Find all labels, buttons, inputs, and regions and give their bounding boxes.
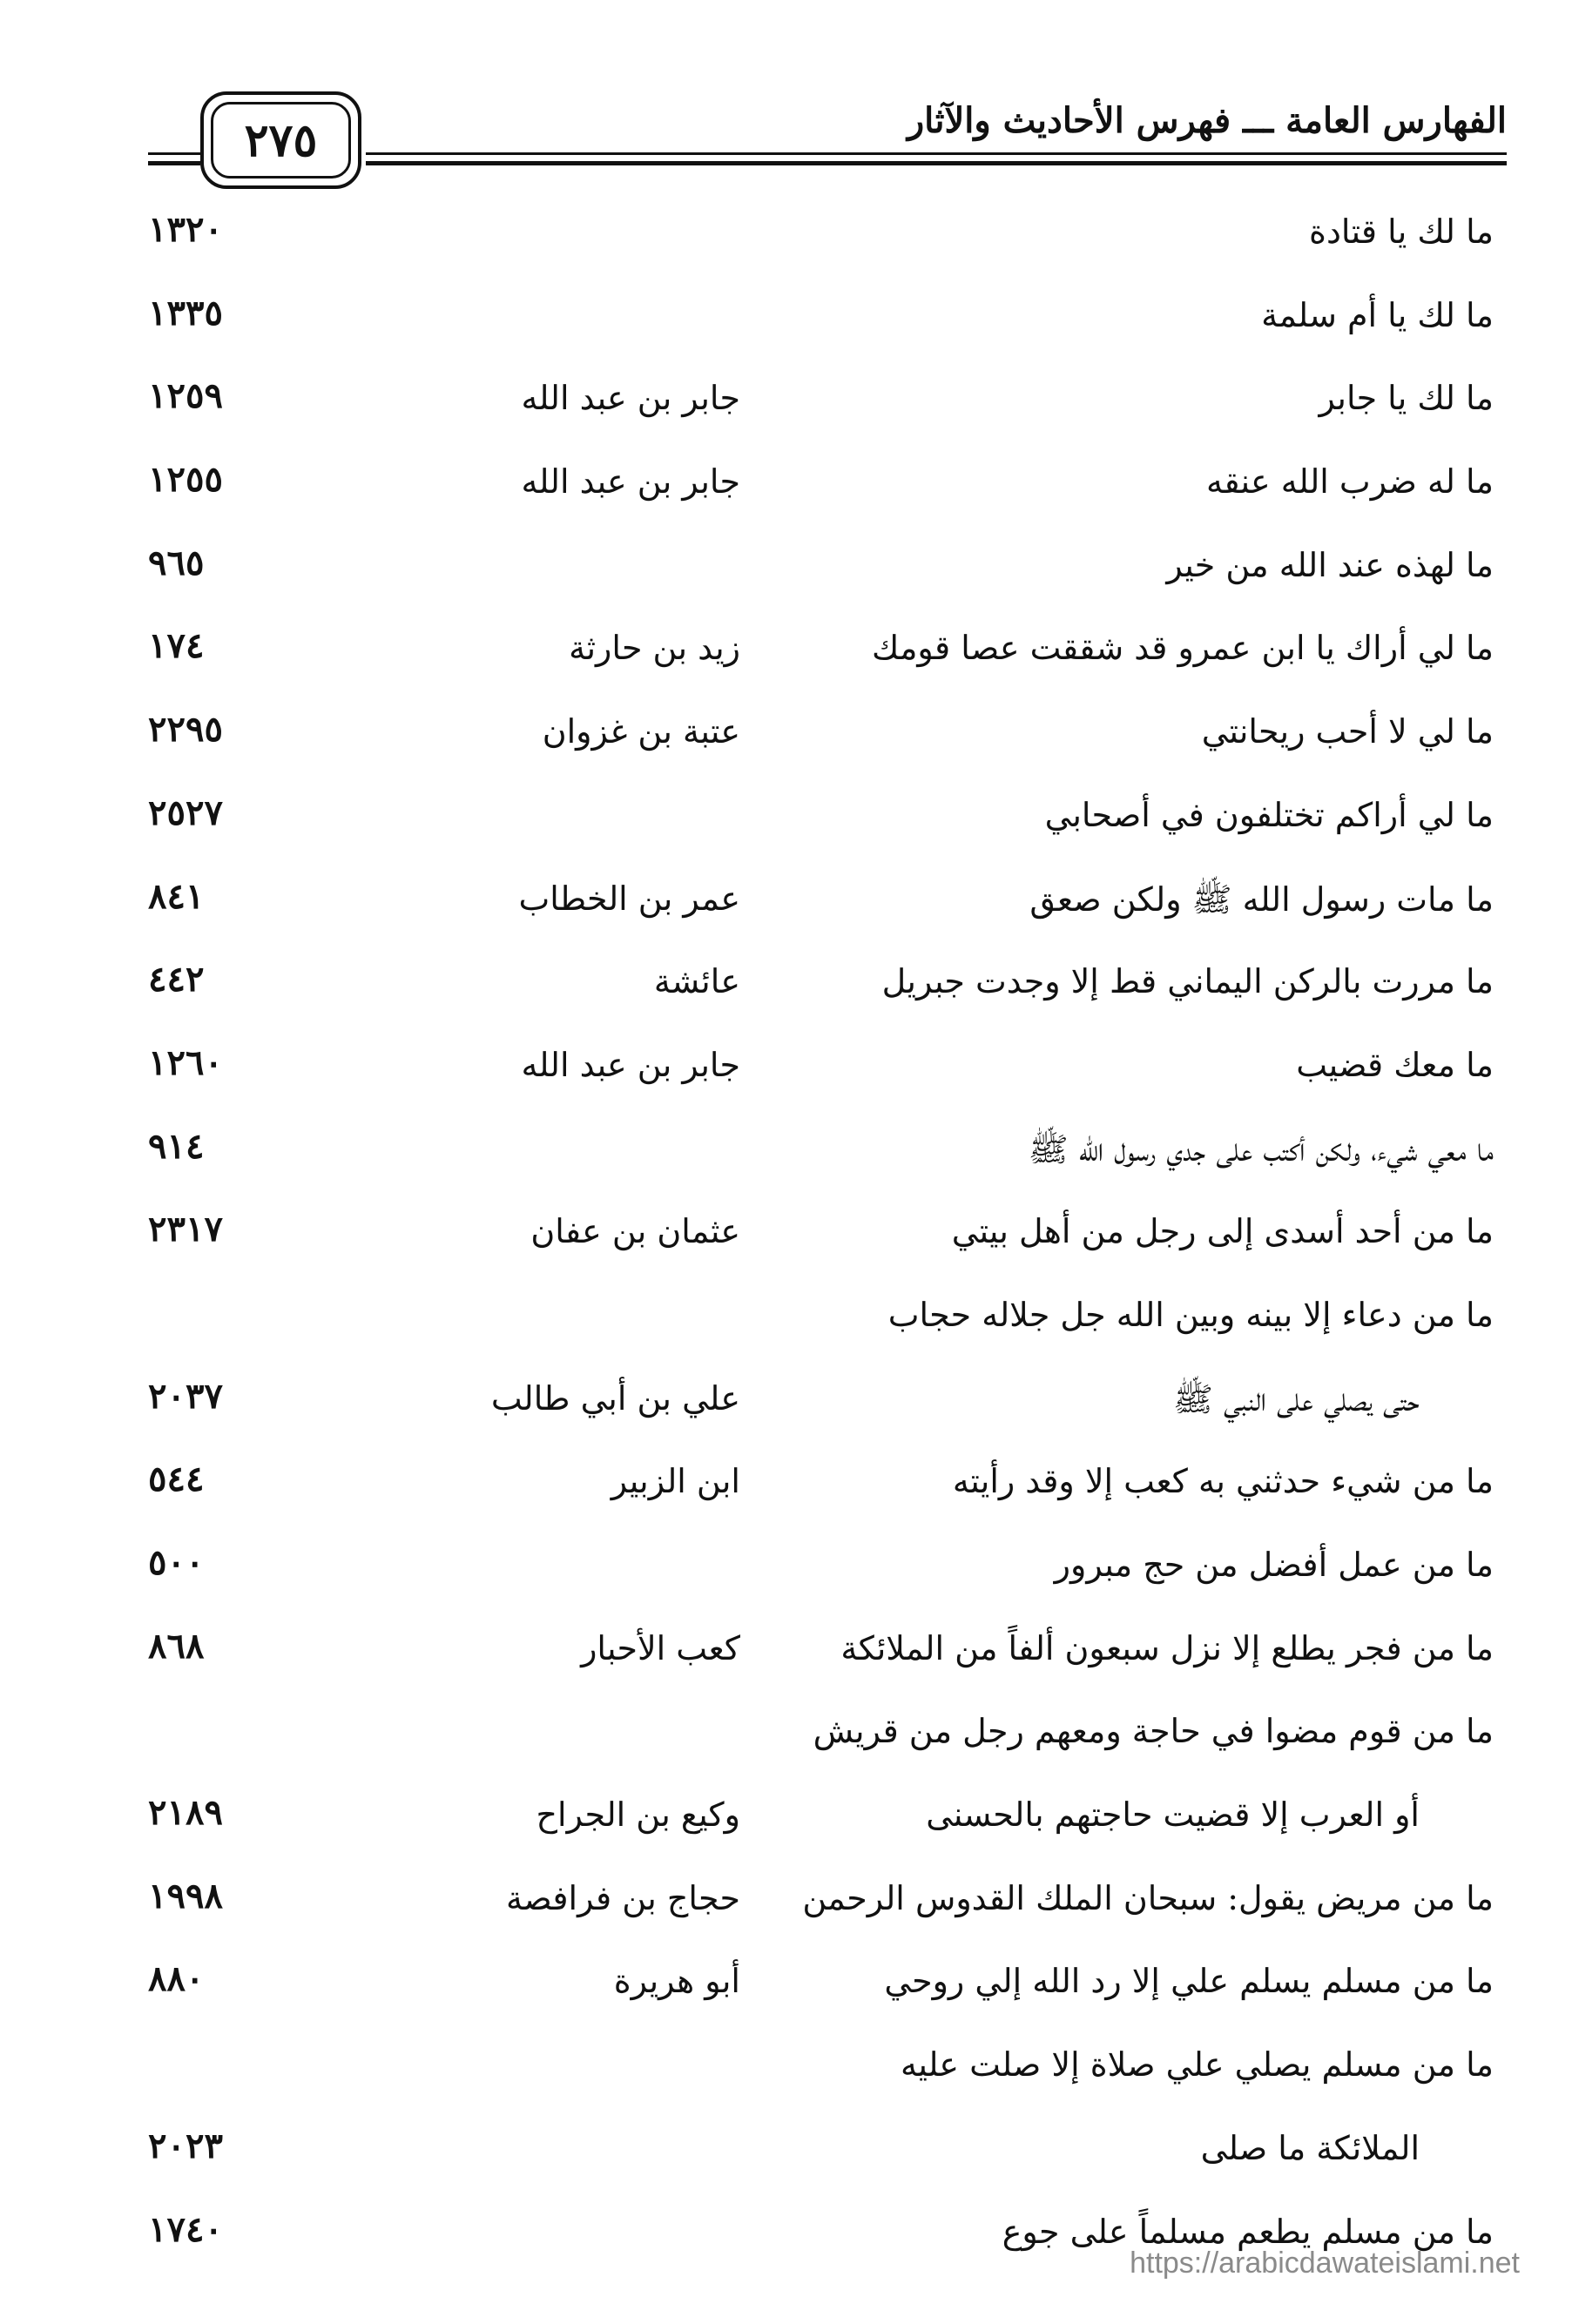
index-entry — [0, 1700, 1572, 1783]
hadith-text: ما مات رسول الله ﷺ ولكن صعق — [1029, 879, 1494, 919]
index-entry — [0, 616, 1572, 700]
index-entry — [0, 1034, 1572, 1117]
header-rule — [148, 152, 200, 155]
hadith-index-list — [0, 200, 1572, 2283]
hadith-number: ٤٤٢ — [148, 959, 205, 1000]
index-entry — [0, 2033, 1572, 2117]
index-entry — [0, 1450, 1572, 1533]
hadith-number: ٢٠٣٧ — [148, 1375, 223, 1417]
narrator-name: جابر بن عبد الله — [521, 462, 740, 502]
hadith-number: ٥٤٤ — [148, 1458, 205, 1500]
hadith-text: ما لي لا أحب ريحانتي — [1201, 712, 1494, 751]
narrator-name: وكيع بن الجراح — [536, 1795, 740, 1835]
hadith-number: ١٢٥٩ — [148, 375, 223, 417]
hadith-text: ما من أحد أسدى إلى رجل من أهل بيتي — [951, 1212, 1494, 1251]
hadith-number: ٩١٤ — [148, 1125, 205, 1167]
hadith-text: ما لي أراكم تختلفون في أصحابي — [1044, 795, 1494, 834]
hadith-number: ٨٤١ — [148, 875, 205, 917]
hadith-text: ما من مريض يقول: سبحان الملك القدوس الرحمن — [802, 1878, 1494, 1917]
narrator-name: جابر بن عبد الله — [521, 379, 740, 418]
index-entry — [0, 1117, 1572, 1201]
narrator-name: زيد بن حارثة — [569, 629, 740, 668]
running-header-title: الفهارس العامة ـــ فهرس الأحاديث والآثار — [907, 100, 1507, 141]
hadith-number: ١٣٣٥ — [148, 292, 223, 333]
hadith-text: ما من مسلم يطعم مسلماً على جوع — [1002, 2212, 1494, 2251]
hadith-text: ما لهذه عند الله من خير — [1166, 545, 1494, 584]
hadith-number: ٩٦٥ — [148, 542, 205, 583]
index-entry — [0, 1200, 1572, 1283]
hadith-number: ٢٢٩٥ — [148, 709, 223, 751]
hadith-text: ما من فجر يطلع إلا نزل سبعون ألفاً من الملائكة — [840, 1628, 1494, 1667]
page-header — [148, 83, 1507, 187]
hadith-text: ما من قوم مضوا في حاجة ومعهم رجل من قريش — [813, 1712, 1494, 1751]
index-entry — [0, 1950, 1572, 2033]
index-entry — [0, 950, 1572, 1034]
hadith-text: ما له ضرب الله عنقه — [1205, 462, 1494, 502]
index-entry — [0, 700, 1572, 784]
header-rule — [366, 161, 1507, 165]
hadith-number: ٢١٨٩ — [148, 1792, 223, 1834]
hadith-number: ١٧٤٠ — [148, 2208, 223, 2250]
hadith-number: ٥٠٠ — [148, 1542, 205, 1583]
hadith-text: ما لي أراك يا ابن عمرو قد شققت عصا قومك — [872, 629, 1494, 668]
narrator-name: عائشة — [653, 962, 740, 1001]
hadith-text: حتى يصلي على النبي ﷺ — [1172, 1379, 1420, 1418]
hadith-number: ٢٣١٧ — [148, 1209, 223, 1250]
narrator-name: ابن الزبير — [611, 1462, 740, 1501]
index-entry — [0, 367, 1572, 450]
index-entry — [0, 200, 1572, 284]
hadith-text: ما لك يا جابر — [1319, 379, 1494, 418]
index-entry-continuation — [0, 1783, 1572, 1867]
hadith-number: ٨٨٠ — [148, 1958, 205, 2000]
index-entry-continuation — [0, 1367, 1572, 1451]
narrator-name: كعب الأحبار — [581, 1628, 740, 1667]
watermark-url: https://arabicdawateislami.net — [1130, 2247, 1520, 2280]
hadith-text: الملائكة ما صلى — [1200, 2128, 1420, 2167]
hadith-text: ما لك يا أم سلمة — [1261, 295, 1494, 334]
hadith-text: ما لك يا قتادة — [1309, 212, 1494, 251]
hadith-text: ما معي شيء، ولكن أكتب على جدي رسول الله ﷺ — [1028, 1129, 1494, 1169]
narrator-name: عتبة بن غزوان — [542, 712, 740, 751]
narrator-name: علي بن أبي طالب — [490, 1378, 740, 1418]
hadith-text: أو العرب إلا قضيت حاجتهم بالحسنى — [926, 1795, 1420, 1835]
index-entry — [0, 867, 1572, 951]
narrator-name: عثمان بن عفان — [530, 1212, 740, 1251]
page-number-frame — [200, 91, 361, 189]
index-entry-continuation — [0, 2117, 1572, 2200]
hadith-number: ٨٦٨ — [148, 1625, 205, 1667]
page-number: ٢٧٥ — [244, 114, 318, 167]
hadith-number: ١٢٦٠ — [148, 1041, 223, 1083]
hadith-number: ١٩٩٨ — [148, 1875, 223, 1916]
hadith-text: ما معك قضيب — [1296, 1045, 1494, 1084]
hadith-text: ما من مسلم يسلم علي إلا رد الله إلي روحي — [884, 1962, 1494, 2001]
index-entry — [0, 1283, 1572, 1367]
index-entry — [0, 450, 1572, 534]
hadith-text: ما من عمل أفضل من حج مبرور — [1054, 1546, 1494, 1584]
header-rule — [366, 152, 1507, 155]
index-entry — [0, 784, 1572, 867]
hadith-text: ما من شيء حدثني به كعب إلا وقد رأيته — [952, 1462, 1494, 1501]
index-entry — [0, 1867, 1572, 1950]
hadith-number: ١٧٤ — [148, 625, 205, 667]
index-entry — [0, 534, 1572, 617]
hadith-number: ١٣٢٠ — [148, 209, 223, 250]
narrator-name: عمر بن الخطاب — [518, 879, 740, 918]
hadith-text: ما من مسلم يصلي علي صلاة إلا صلت عليه — [900, 2045, 1494, 2085]
hadith-number: ٢٥٢٧ — [148, 792, 223, 833]
narrator-name: جابر بن عبد الله — [521, 1045, 740, 1084]
index-entry — [0, 1533, 1572, 1617]
index-entry — [0, 284, 1572, 367]
hadith-number: ١٢٥٥ — [148, 459, 223, 501]
header-rule — [148, 161, 200, 165]
narrator-name: أبو هريرة — [613, 1962, 740, 2001]
narrator-name: حجاج بن فرافصة — [506, 1878, 740, 1917]
hadith-text: ما من دعاء إلا بينه وبين الله جل جلاله حجاب — [887, 1295, 1494, 1334]
index-entry — [0, 1617, 1572, 1701]
hadith-text: ما مررت بالركن اليماني قط إلا وجدت جبريل — [881, 962, 1494, 1001]
hadith-number: ٢٠٢٣ — [148, 2125, 223, 2166]
